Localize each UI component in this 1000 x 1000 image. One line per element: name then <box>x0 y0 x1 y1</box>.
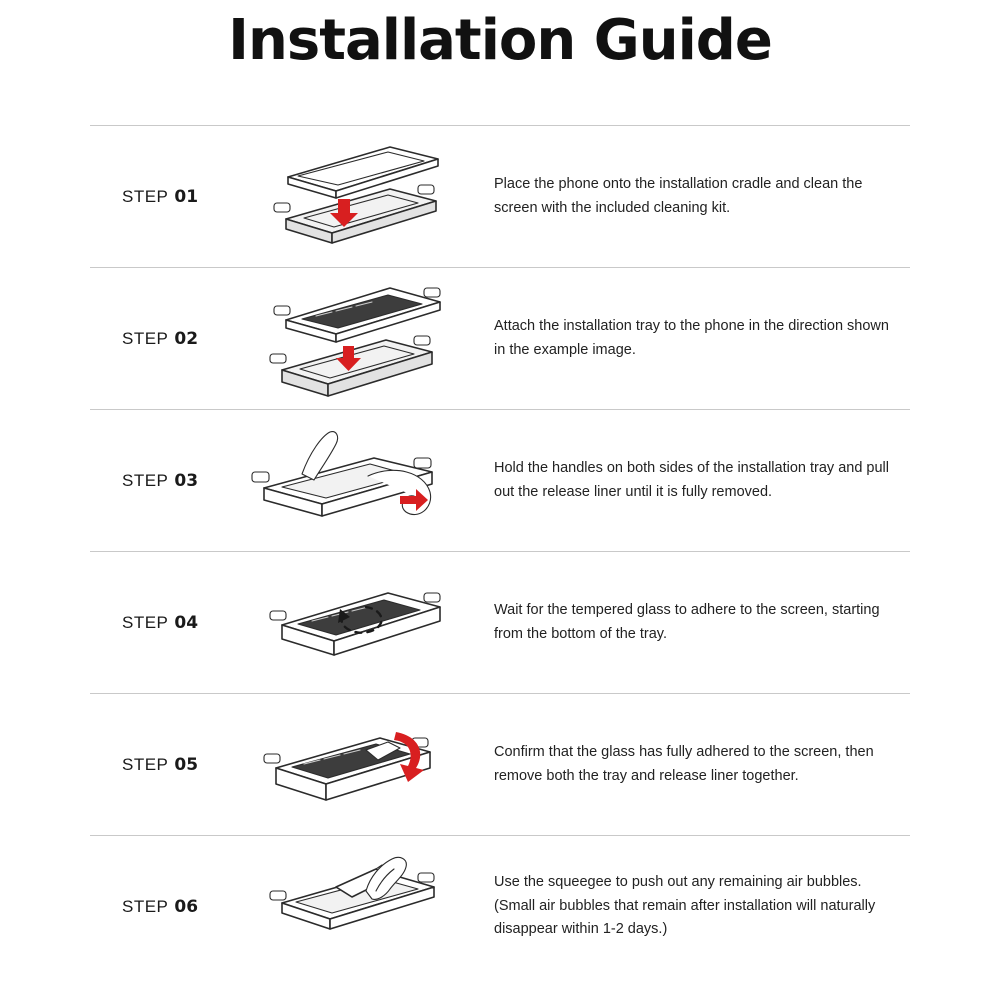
step-number: 03 <box>174 470 199 491</box>
step-description: Use the squeegee to push out any remaining air bubbles. (Small air bubbles that remain after installation will naturally disappear within 1-2 days.) <box>494 874 876 938</box>
step-label-word: STEP <box>122 328 169 348</box>
step-description: Wait for the tempered glass to adhere to the screen, starting from the bottom of the tray. <box>494 602 880 642</box>
step-label <box>90 613 240 633</box>
step-number: 02 <box>174 328 199 349</box>
step-figure <box>240 558 470 688</box>
attach-tray-icon <box>250 274 460 404</box>
step-figure <box>240 416 470 546</box>
step-label-word: STEP <box>122 896 169 916</box>
step-number: 04 <box>174 612 199 633</box>
step-row <box>90 125 910 267</box>
step-row <box>90 409 910 551</box>
step-description: Attach the installation tray to the phone in the direction shown in the example image. <box>494 318 889 358</box>
glass-adhering-icon <box>250 563 460 683</box>
step-row <box>90 693 910 835</box>
step-label <box>90 897 240 917</box>
step-number: 01 <box>174 186 199 207</box>
phone-onto-cradle-icon <box>250 137 460 257</box>
squeegee-bubbles-icon <box>250 847 460 967</box>
steps-list <box>90 73 910 977</box>
step-row <box>90 551 910 693</box>
step-label-word: STEP <box>122 612 169 632</box>
step-description: Hold the handles on both sides of the installation tray and pull out the release liner until it is fully removed. <box>494 460 889 500</box>
step-description: Confirm that the glass has fully adhered to the screen, then remove both the tray and release liner together. <box>494 744 874 784</box>
step-label-word: STEP <box>122 470 169 490</box>
step-row <box>90 835 910 977</box>
page-title: Installation Guide <box>228 8 772 73</box>
step-label <box>90 471 240 491</box>
step-figure <box>240 132 470 262</box>
step-figure <box>240 842 470 972</box>
step-row <box>90 267 910 409</box>
step-label-word: STEP <box>122 186 169 206</box>
step-label <box>90 329 240 349</box>
step-label <box>90 187 240 207</box>
step-description: Place the phone onto the installation cradle and clean the screen with the included cleaning kit. <box>494 176 863 216</box>
step-number: 06 <box>174 896 199 917</box>
step-label <box>90 755 240 775</box>
step-number: 05 <box>174 754 199 775</box>
step-figure <box>240 274 470 404</box>
step-figure <box>240 700 470 830</box>
pull-release-liner-icon <box>248 418 463 543</box>
remove-tray-icon <box>248 702 463 827</box>
step-label-word: STEP <box>122 754 169 774</box>
